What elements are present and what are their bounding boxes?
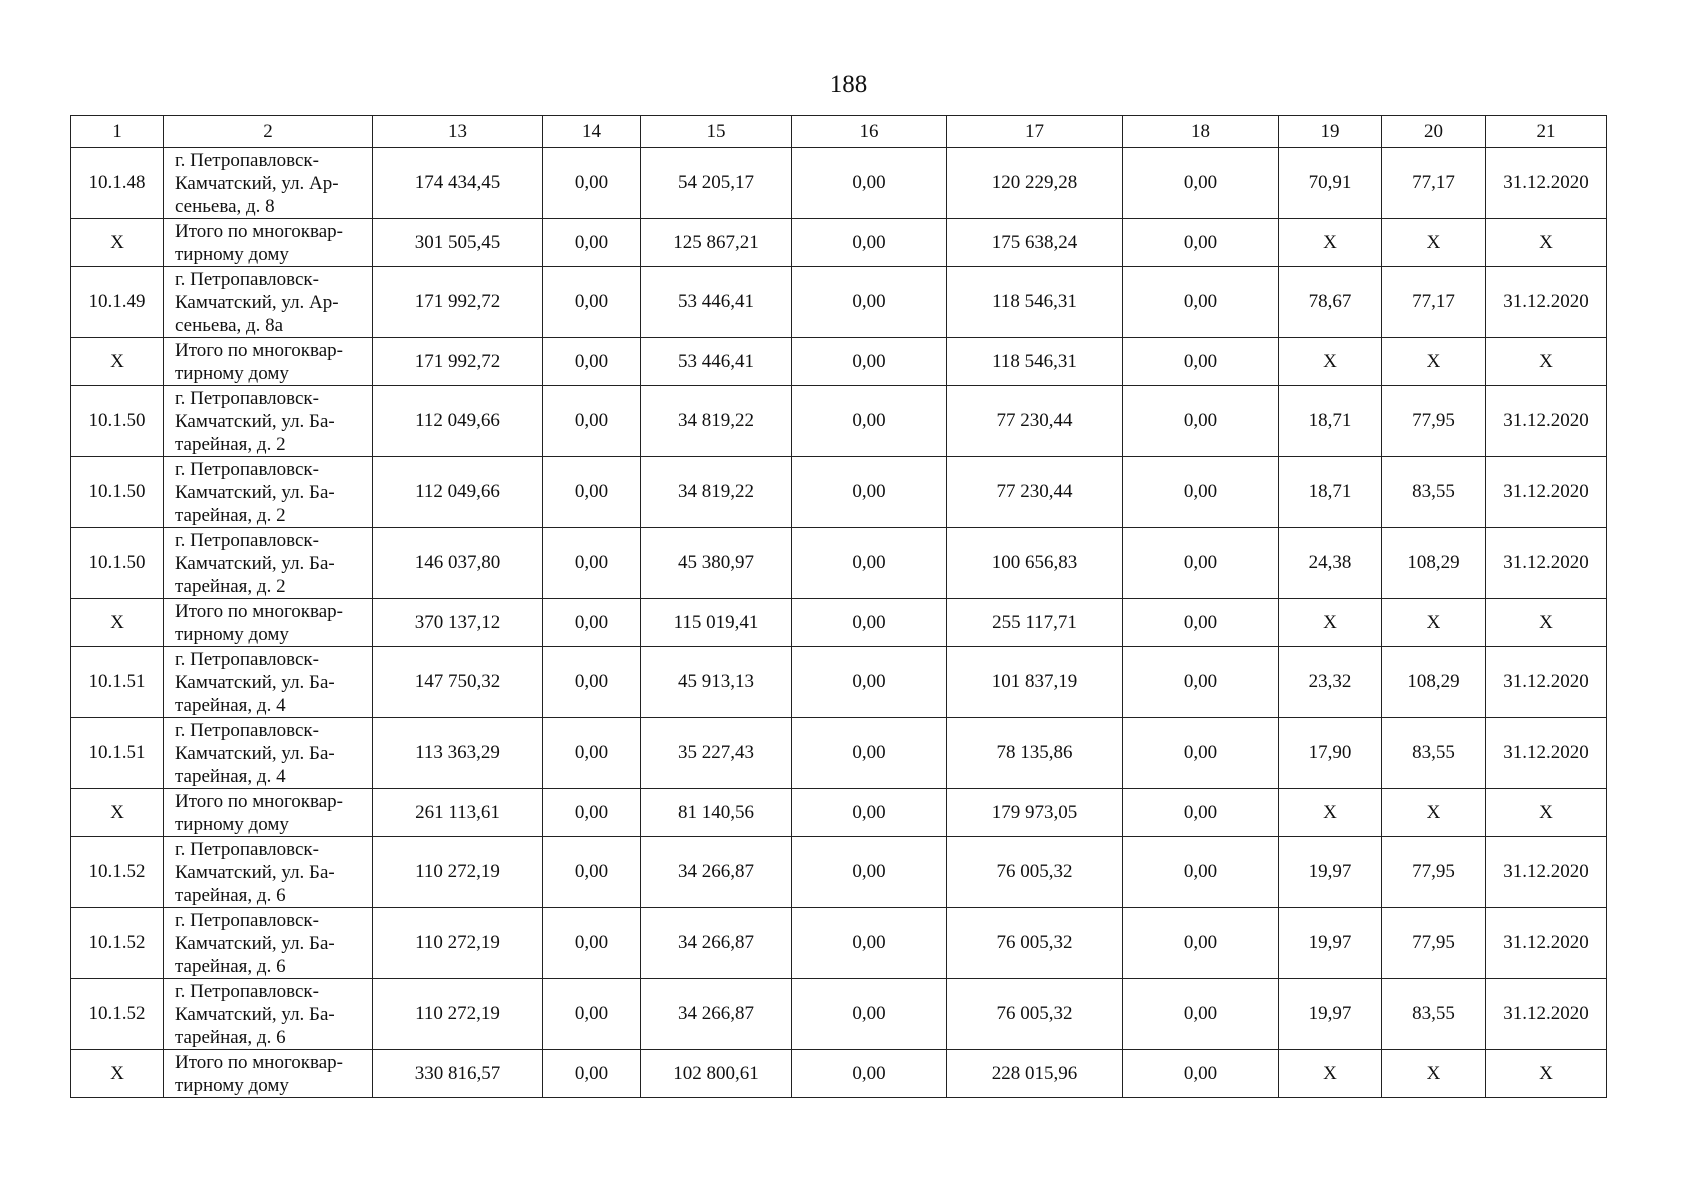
cell-col-18: 0,00 bbox=[1123, 267, 1279, 338]
cell-col-17: 175 638,24 bbox=[947, 219, 1123, 267]
cell-col-13: 301 505,45 bbox=[373, 219, 543, 267]
cell-col-16: 0,00 bbox=[792, 718, 947, 789]
cell-col-17: 76 005,32 bbox=[947, 908, 1123, 979]
address-text: г. Петропавловск- Камчатский, ул. Ба- тарейная, д. 4 bbox=[175, 719, 335, 787]
cell-col-16: 0,00 bbox=[792, 528, 947, 599]
cell-col-17: 255 117,71 bbox=[947, 599, 1123, 647]
address-text: г. Петропавловск- Камчатский, ул. Ар- сеньева, д. 8 bbox=[175, 149, 339, 217]
table-row bbox=[71, 148, 1607, 219]
column-header-14: 14 bbox=[543, 116, 641, 148]
cell-col-14: 0,00 bbox=[543, 718, 641, 789]
cell-col-20: 83,55 bbox=[1382, 457, 1486, 528]
total-label-cell bbox=[164, 789, 373, 837]
cell-col-1: 10.1.52 bbox=[71, 979, 164, 1050]
cell-col-15: 34 266,87 bbox=[641, 837, 792, 908]
cell-col-21: 31.12.2020 bbox=[1486, 528, 1607, 599]
cell-col-20: X bbox=[1382, 599, 1486, 647]
table-row bbox=[71, 457, 1607, 528]
cell-col-21: X bbox=[1486, 338, 1607, 386]
cell-col-16: 0,00 bbox=[792, 148, 947, 219]
cell-col-1: 10.1.48 bbox=[71, 148, 164, 219]
cell-col-16: 0,00 bbox=[792, 647, 947, 718]
cell-col-1: X bbox=[71, 1050, 164, 1098]
cell-col-20: 83,55 bbox=[1382, 979, 1486, 1050]
cell-col-14: 0,00 bbox=[543, 148, 641, 219]
cell-col-13: 330 816,57 bbox=[373, 1050, 543, 1098]
cell-col-14: 0,00 bbox=[543, 837, 641, 908]
address-cell bbox=[164, 647, 373, 718]
cell-col-18: 0,00 bbox=[1123, 528, 1279, 599]
cell-col-21: 31.12.2020 bbox=[1486, 647, 1607, 718]
total-label-text: Итого по многоквар- тирному дому bbox=[175, 1051, 343, 1096]
cell-col-18: 0,00 bbox=[1123, 979, 1279, 1050]
cell-col-13: 112 049,66 bbox=[373, 457, 543, 528]
address-text: г. Петропавловск- Камчатский, ул. Ба- тарейная, д. 6 bbox=[175, 980, 335, 1048]
cell-col-15: 81 140,56 bbox=[641, 789, 792, 837]
cell-col-16: 0,00 bbox=[792, 219, 947, 267]
total-row bbox=[71, 599, 1607, 647]
cell-col-1: 10.1.51 bbox=[71, 647, 164, 718]
cell-col-20: 108,29 bbox=[1382, 528, 1486, 599]
address-text: г. Петропавловск- Камчатский, ул. Ба- тарейная, д. 4 bbox=[175, 648, 335, 716]
table-row bbox=[71, 386, 1607, 457]
cell-col-14: 0,00 bbox=[543, 1050, 641, 1098]
cell-col-17: 101 837,19 bbox=[947, 647, 1123, 718]
cell-col-19: X bbox=[1279, 338, 1382, 386]
cell-col-15: 102 800,61 bbox=[641, 1050, 792, 1098]
cell-col-14: 0,00 bbox=[543, 599, 641, 647]
address-text: г. Петропавловск- Камчатский, ул. Ба- тарейная, д. 6 bbox=[175, 838, 335, 906]
cell-col-19: X bbox=[1279, 789, 1382, 837]
cell-col-16: 0,00 bbox=[792, 457, 947, 528]
cell-col-20: 77,95 bbox=[1382, 386, 1486, 457]
cell-col-20: 77,17 bbox=[1382, 267, 1486, 338]
total-label-cell bbox=[164, 219, 373, 267]
address-text: г. Петропавловск- Камчатский, ул. Ба- тарейная, д. 2 bbox=[175, 529, 335, 597]
cell-col-1: 10.1.50 bbox=[71, 528, 164, 599]
cell-col-13: 146 037,80 bbox=[373, 528, 543, 599]
cell-col-1: 10.1.51 bbox=[71, 718, 164, 789]
cell-col-21: 31.12.2020 bbox=[1486, 979, 1607, 1050]
cell-col-1: X bbox=[71, 789, 164, 837]
address-cell bbox=[164, 837, 373, 908]
cell-col-14: 0,00 bbox=[543, 908, 641, 979]
cell-col-14: 0,00 bbox=[543, 647, 641, 718]
cell-col-18: 0,00 bbox=[1123, 908, 1279, 979]
column-header-21: 21 bbox=[1486, 116, 1607, 148]
cell-col-20: 83,55 bbox=[1382, 718, 1486, 789]
cell-col-16: 0,00 bbox=[792, 599, 947, 647]
cell-col-15: 115 019,41 bbox=[641, 599, 792, 647]
column-header-20: 20 bbox=[1382, 116, 1486, 148]
cell-col-17: 78 135,86 bbox=[947, 718, 1123, 789]
cell-col-17: 100 656,83 bbox=[947, 528, 1123, 599]
cell-col-18: 0,00 bbox=[1123, 718, 1279, 789]
cell-col-18: 0,00 bbox=[1123, 148, 1279, 219]
cell-col-1: X bbox=[71, 219, 164, 267]
address-text: г. Петропавловск- Камчатский, ул. Ар- сеньева, д. 8а bbox=[175, 268, 339, 336]
header-row bbox=[71, 116, 1607, 148]
cell-col-19: X bbox=[1279, 219, 1382, 267]
cell-col-20: X bbox=[1382, 789, 1486, 837]
table-row bbox=[71, 528, 1607, 599]
cell-col-20: 77,17 bbox=[1382, 148, 1486, 219]
cell-col-21: 31.12.2020 bbox=[1486, 908, 1607, 979]
cell-col-17: 179 973,05 bbox=[947, 789, 1123, 837]
column-header-19: 19 bbox=[1279, 116, 1382, 148]
cell-col-21: X bbox=[1486, 219, 1607, 267]
cell-col-1: 10.1.49 bbox=[71, 267, 164, 338]
cell-col-16: 0,00 bbox=[792, 789, 947, 837]
cell-col-21: 31.12.2020 bbox=[1486, 386, 1607, 457]
cell-col-21: 31.12.2020 bbox=[1486, 718, 1607, 789]
table-row bbox=[71, 908, 1607, 979]
cell-col-16: 0,00 bbox=[792, 979, 947, 1050]
column-header-18: 18 bbox=[1123, 116, 1279, 148]
cell-col-20: 108,29 bbox=[1382, 647, 1486, 718]
column-header-2: 2 bbox=[164, 116, 373, 148]
cell-col-14: 0,00 bbox=[543, 457, 641, 528]
cell-col-1: X bbox=[71, 338, 164, 386]
cell-col-16: 0,00 bbox=[792, 908, 947, 979]
page-number: 188 bbox=[829, 71, 868, 98]
data-table bbox=[70, 115, 1607, 1098]
column-header-13: 13 bbox=[373, 116, 543, 148]
cell-col-17: 228 015,96 bbox=[947, 1050, 1123, 1098]
cell-col-21: 31.12.2020 bbox=[1486, 837, 1607, 908]
cell-col-14: 0,00 bbox=[543, 528, 641, 599]
cell-col-15: 34 819,22 bbox=[641, 457, 792, 528]
address-cell bbox=[164, 979, 373, 1050]
address-cell bbox=[164, 908, 373, 979]
address-text: г. Петропавловск- Камчатский, ул. Ба- тарейная, д. 6 bbox=[175, 909, 335, 977]
total-row bbox=[71, 219, 1607, 267]
cell-col-19: 23,32 bbox=[1279, 647, 1382, 718]
cell-col-18: 0,00 bbox=[1123, 1050, 1279, 1098]
cell-col-18: 0,00 bbox=[1123, 386, 1279, 457]
total-row bbox=[71, 338, 1607, 386]
total-label-text: Итого по многоквар- тирному дому bbox=[175, 339, 343, 384]
total-label-cell bbox=[164, 1050, 373, 1098]
cell-col-18: 0,00 bbox=[1123, 219, 1279, 267]
cell-col-13: 261 113,61 bbox=[373, 789, 543, 837]
cell-col-18: 0,00 bbox=[1123, 599, 1279, 647]
address-text: г. Петропавловск- Камчатский, ул. Ба- тарейная, д. 2 bbox=[175, 387, 335, 455]
cell-col-21: X bbox=[1486, 1050, 1607, 1098]
column-header-15: 15 bbox=[641, 116, 792, 148]
address-cell bbox=[164, 267, 373, 338]
cell-col-13: 110 272,19 bbox=[373, 837, 543, 908]
cell-col-20: 77,95 bbox=[1382, 837, 1486, 908]
cell-col-1: 10.1.52 bbox=[71, 837, 164, 908]
column-header-1: 1 bbox=[71, 116, 164, 148]
cell-col-13: 147 750,32 bbox=[373, 647, 543, 718]
cell-col-1: 10.1.52 bbox=[71, 908, 164, 979]
cell-col-19: X bbox=[1279, 599, 1382, 647]
cell-col-15: 53 446,41 bbox=[641, 267, 792, 338]
address-cell bbox=[164, 148, 373, 219]
cell-col-14: 0,00 bbox=[543, 219, 641, 267]
total-label-cell bbox=[164, 338, 373, 386]
cell-col-15: 54 205,17 bbox=[641, 148, 792, 219]
cell-col-18: 0,00 bbox=[1123, 647, 1279, 718]
cell-col-15: 35 227,43 bbox=[641, 718, 792, 789]
cell-col-20: X bbox=[1382, 219, 1486, 267]
cell-col-17: 118 546,31 bbox=[947, 338, 1123, 386]
cell-col-19: 78,67 bbox=[1279, 267, 1382, 338]
cell-col-18: 0,00 bbox=[1123, 457, 1279, 528]
cell-col-15: 53 446,41 bbox=[641, 338, 792, 386]
cell-col-13: 113 363,29 bbox=[373, 718, 543, 789]
cell-col-19: X bbox=[1279, 1050, 1382, 1098]
address-cell bbox=[164, 718, 373, 789]
cell-col-13: 110 272,19 bbox=[373, 979, 543, 1050]
total-label-cell bbox=[164, 599, 373, 647]
address-cell bbox=[164, 386, 373, 457]
address-text: г. Петропавловск- Камчатский, ул. Ба- тарейная, д. 2 bbox=[175, 458, 335, 526]
cell-col-16: 0,00 bbox=[792, 338, 947, 386]
cell-col-1: 10.1.50 bbox=[71, 386, 164, 457]
cell-col-15: 125 867,21 bbox=[641, 219, 792, 267]
cell-col-14: 0,00 bbox=[543, 789, 641, 837]
table-row bbox=[71, 267, 1607, 338]
column-header-16: 16 bbox=[792, 116, 947, 148]
cell-col-19: 18,71 bbox=[1279, 457, 1382, 528]
cell-col-13: 110 272,19 bbox=[373, 908, 543, 979]
cell-col-14: 0,00 bbox=[543, 267, 641, 338]
cell-col-13: 171 992,72 bbox=[373, 267, 543, 338]
cell-col-17: 77 230,44 bbox=[947, 457, 1123, 528]
cell-col-1: X bbox=[71, 599, 164, 647]
cell-col-19: 19,97 bbox=[1279, 837, 1382, 908]
cell-col-19: 18,71 bbox=[1279, 386, 1382, 457]
cell-col-21: X bbox=[1486, 789, 1607, 837]
cell-col-16: 0,00 bbox=[792, 386, 947, 457]
cell-col-17: 76 005,32 bbox=[947, 979, 1123, 1050]
cell-col-19: 17,90 bbox=[1279, 718, 1382, 789]
cell-col-13: 174 434,45 bbox=[373, 148, 543, 219]
cell-col-19: 19,97 bbox=[1279, 908, 1382, 979]
cell-col-18: 0,00 bbox=[1123, 789, 1279, 837]
table-row bbox=[71, 647, 1607, 718]
cell-col-15: 34 266,87 bbox=[641, 908, 792, 979]
cell-col-14: 0,00 bbox=[543, 338, 641, 386]
cell-col-19: 24,38 bbox=[1279, 528, 1382, 599]
cell-col-20: 77,95 bbox=[1382, 908, 1486, 979]
cell-col-21: X bbox=[1486, 599, 1607, 647]
cell-col-21: 31.12.2020 bbox=[1486, 267, 1607, 338]
cell-col-13: 370 137,12 bbox=[373, 599, 543, 647]
total-row bbox=[71, 1050, 1607, 1098]
cell-col-13: 171 992,72 bbox=[373, 338, 543, 386]
cell-col-17: 77 230,44 bbox=[947, 386, 1123, 457]
cell-col-15: 34 266,87 bbox=[641, 979, 792, 1050]
cell-col-15: 45 380,97 bbox=[641, 528, 792, 599]
cell-col-13: 112 049,66 bbox=[373, 386, 543, 457]
table-row bbox=[71, 979, 1607, 1050]
cell-col-18: 0,00 bbox=[1123, 837, 1279, 908]
total-label-text: Итого по многоквар- тирному дому bbox=[175, 220, 343, 265]
cell-col-17: 118 546,31 bbox=[947, 267, 1123, 338]
cell-col-14: 0,00 bbox=[543, 979, 641, 1050]
cell-col-18: 0,00 bbox=[1123, 338, 1279, 386]
cell-col-21: 31.12.2020 bbox=[1486, 457, 1607, 528]
cell-col-16: 0,00 bbox=[792, 837, 947, 908]
total-label-text: Итого по многоквар- тирному дому bbox=[175, 790, 343, 835]
cell-col-15: 34 819,22 bbox=[641, 386, 792, 457]
cell-col-16: 0,00 bbox=[792, 267, 947, 338]
cell-col-21: 31.12.2020 bbox=[1486, 148, 1607, 219]
cell-col-1: 10.1.50 bbox=[71, 457, 164, 528]
column-header-17: 17 bbox=[947, 116, 1123, 148]
cell-col-20: X bbox=[1382, 1050, 1486, 1098]
cell-col-15: 45 913,13 bbox=[641, 647, 792, 718]
cell-col-17: 76 005,32 bbox=[947, 837, 1123, 908]
table-row bbox=[71, 837, 1607, 908]
total-label-text: Итого по многоквар- тирному дому bbox=[175, 600, 343, 645]
cell-col-17: 120 229,28 bbox=[947, 148, 1123, 219]
cell-col-14: 0,00 bbox=[543, 386, 641, 457]
table-row bbox=[71, 718, 1607, 789]
address-cell bbox=[164, 457, 373, 528]
address-cell bbox=[164, 528, 373, 599]
cell-col-19: 70,91 bbox=[1279, 148, 1382, 219]
cell-col-16: 0,00 bbox=[792, 1050, 947, 1098]
cell-col-19: 19,97 bbox=[1279, 979, 1382, 1050]
cell-col-20: X bbox=[1382, 338, 1486, 386]
total-row bbox=[71, 789, 1607, 837]
table-body bbox=[71, 148, 1607, 1098]
